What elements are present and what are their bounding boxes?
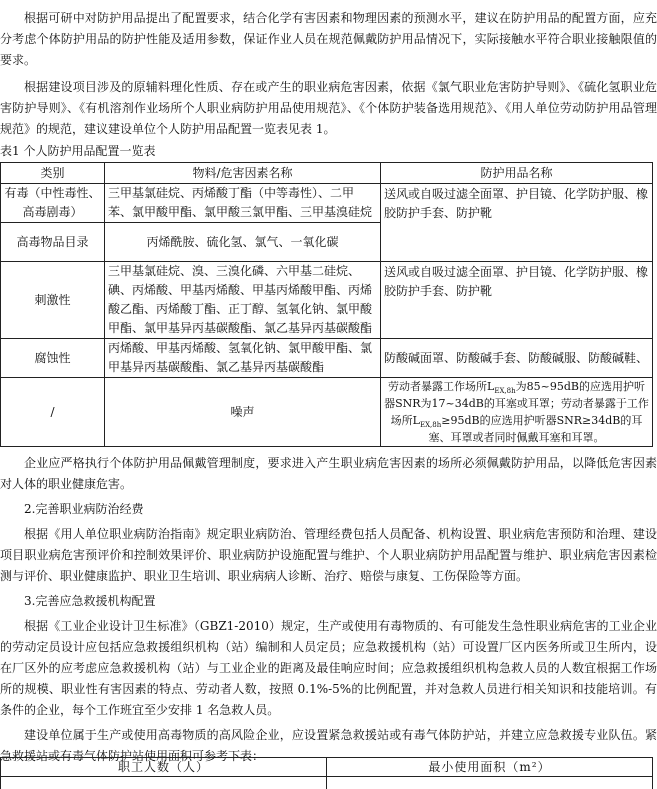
row-ppe: 送风或自吸过滤全面罩、护目镜、化学防护服、橡胶防护手套、防护靴 bbox=[381, 262, 653, 339]
table-row bbox=[1, 184, 653, 223]
paragraph-ppe-management: 企业应严格执行个体防护用品佩戴管理制度，要求进入产生职业病危害因素的场所必须佩戴防护用品，以降低危害因素对人体的职业健康危害。 bbox=[0, 453, 657, 495]
row-factors: 三甲基氯硅烷、溴、三溴化磷、六甲基二硅烷、碘、丙烯酸、甲基丙烯酸、甲基丙烯酸甲酯、丙烯酸乙酯、丙烯酸丁酯、正丁醇、氢氧化钠、氯甲酸甲酯、氯甲基异丙基碳酸酯、氯乙基异丙基碳酸酯 bbox=[105, 262, 381, 339]
area-table-header-row bbox=[1, 758, 653, 777]
paragraph-ppe-requirements: 根据可研中对防护用品提出了配置要求，结合化学有害因素和物理因素的预测水平，建议在防护用品的配置方面，应充分考虑个体防护用品的防护性能及适用参数，保证作业人员在规范佩戴防护用品情况下，实际接触水平符合职业接触限值的要求。 bbox=[0, 8, 657, 71]
row-ppe: 送风或自吸过滤全面罩、护目镜、化学防护服、橡胶防护手套、防护靴 bbox=[381, 184, 653, 262]
header-category: 类别 bbox=[1, 163, 105, 184]
area-table-cell bbox=[327, 777, 653, 789]
header-min-area: 最小使用面积（m²） bbox=[327, 758, 653, 777]
area-table-cell bbox=[1, 777, 327, 789]
row-factors: 丙烯酸、甲基丙烯酸、氢氧化钠、氯甲酸甲酯、氯甲基异丙基碳酸酯、氯乙基异丙基碳酸酯 bbox=[105, 339, 381, 378]
header-factors: 物料/危害因素名称 bbox=[105, 163, 381, 184]
paragraph-emergency-station: 建设单位属于生产或使用高毒物质的高风险企业，应设置紧急救援站或有毒气体防护站，并建立应急救援专业队伍。紧急救援站或有毒气体防护站使用面积可参考下表： bbox=[0, 725, 657, 767]
row-factors: 噪声 bbox=[105, 378, 381, 447]
row-factors: 三甲基氯硅烷、丙烯酸丁酯（中等毒性）、二甲苯、氯甲酸甲酯、氯甲酸三氯甲酯、三甲基溴硅烷 bbox=[105, 184, 381, 223]
table-row bbox=[1, 378, 653, 447]
station-area-table bbox=[0, 757, 653, 789]
paragraph-emergency-standard: 根据《工业企业设计卫生标准》（GBZ1-2010）规定，生产或使用有毒物质的、有可能发生急性职业病危害的工业企业的劳动定员设计应包括应急救援组织机构（站）编制和人员定员；应急救援机构（站）可设置厂区内医务所或卫生所内，设在厂区外的应考虑应急救援机构（站）与工业企业的距离及最佳响应时间；应急救援组织机构急救人员的人数宜根据工作场所的规模、职业性有害因素的特点、劳动者人数，按照 0.1%-5%的比例配置，并对急救人员进行相关知识和技能培训。有条件的企业，每个工作班宜至少安排 1 名急救人员。 bbox=[0, 616, 657, 721]
table-row bbox=[1, 262, 653, 339]
row-category: 高毒物品目录 bbox=[1, 223, 105, 262]
row-category: 腐蚀性 bbox=[1, 339, 105, 378]
row-category: 刺激性 bbox=[1, 262, 105, 339]
row-category: 有毒（中性毒性、高毒剧毒） bbox=[1, 184, 105, 223]
row-category: / bbox=[1, 378, 105, 447]
paragraph-funding: 根据《用人单位职业病防治指南》规定职业病防治、管理经费包括人员配备、机构设置、职业病危害预防和治理、建设项目职业病危害预评价和控制效果评价、职业病防护设施配置与维护、个人职业病防护用品配置与维护、职业病危害因素检测与评价、职业健康监护、职业卫生培训、职业病病人诊断、治疗、赔偿与康复、工伤保险等方面。 bbox=[0, 524, 657, 587]
header-staff-count: 职工人数（人） bbox=[1, 758, 327, 777]
ppe-table-header-row bbox=[1, 163, 653, 184]
section-title-funding: 2.完善职业病防治经费 bbox=[0, 499, 657, 520]
paragraph-ppe-basis: 根据建设项目涉及的原辅料理化性质、存在或产生的职业病危害因素，依据《氯气职业危害防护导则》、《硫化氢职业危害防护导则》、《有机溶剂作业场所个人职业病防护用品使用规范》、《个体防护装备选用规范》、《用人单位劳动防护用品管理规范》的规范，建议建设单位个人防护用品配置一览表见表 1。 bbox=[0, 77, 657, 140]
table1-caption: 表1 个人防护用品配置一览表 bbox=[0, 141, 657, 162]
table-row bbox=[1, 339, 653, 378]
row-factors: 丙烯酰胺、硫化氢、氯气、一氧化碳 bbox=[105, 223, 381, 262]
section-title-emergency: 3.完善应急救援机构配置 bbox=[0, 591, 657, 612]
row-ppe-noise: 劳动者暴露工作场所$L_{EX,8h}$为85~95dB的应选用护听器SNR为17~34dB的耳塞或耳罩；劳动者暴露于工作场所$L_{EX,8h}\ge 95dB$的应选用护听器SNR≥34dB的耳塞、耳罩或者同时佩戴耳塞和耳罩。 bbox=[381, 378, 653, 447]
ppe-table bbox=[0, 162, 653, 447]
header-ppe: 防护用品名称 bbox=[381, 163, 653, 184]
row-ppe: 防酸碱面罩、防酸碱手套、防酸碱服、防酸碱鞋、 bbox=[381, 339, 653, 378]
area-table-row bbox=[1, 777, 653, 789]
